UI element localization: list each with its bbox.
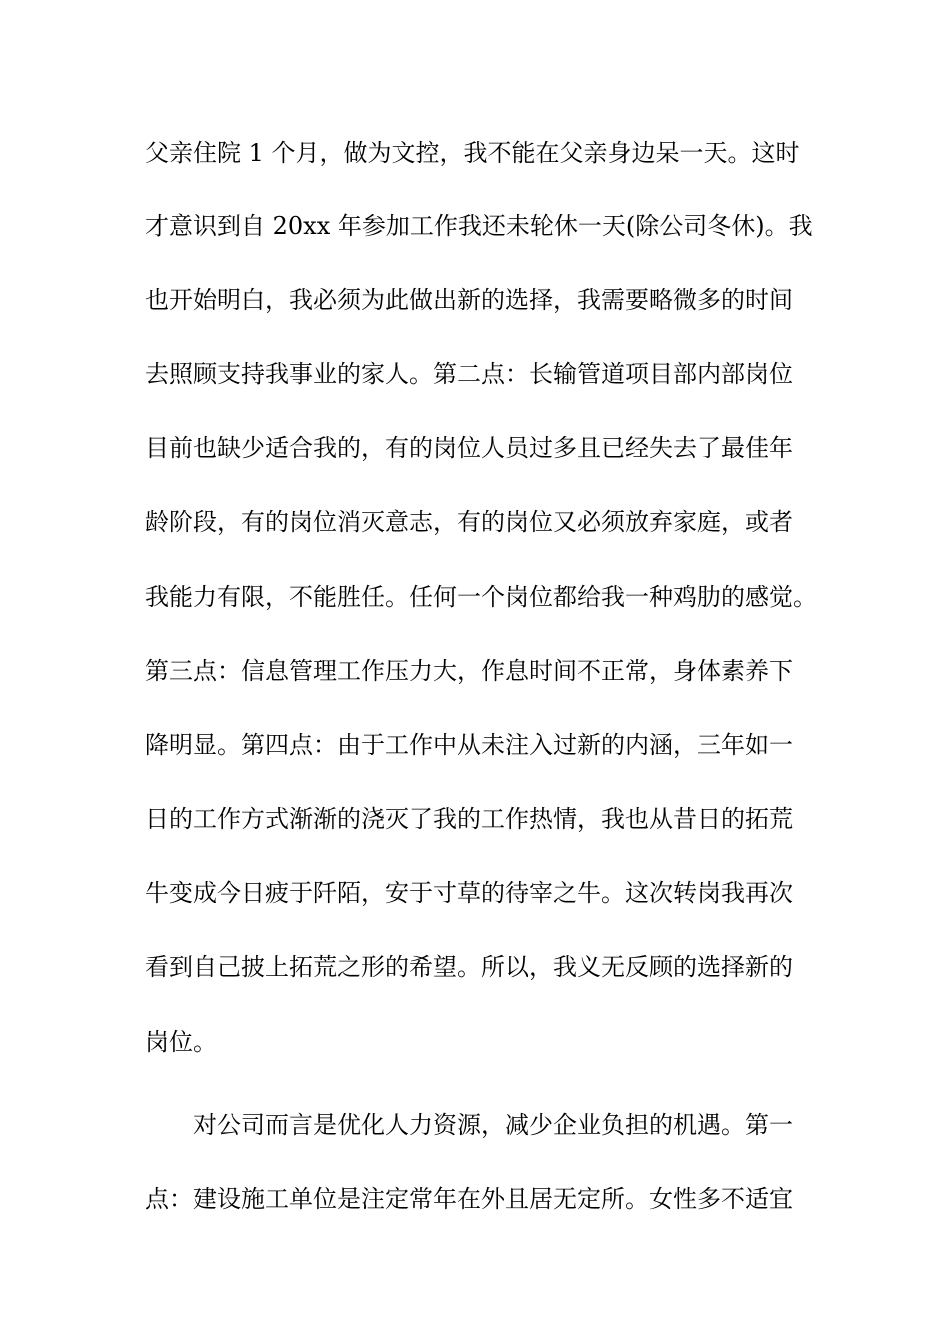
text-line-9: 降明显。第四点：由于工作中从未注入过新的内涵，三年如一 <box>145 731 793 759</box>
text-line-8: 第三点：信息管理工作压力大，作息时间不正常，身体素养下 <box>145 657 793 685</box>
text-line-2: 才意识到自 20xx 年参加工作我还未轮休一天(除公司冬休)。我 <box>145 212 813 240</box>
text-line-3: 也开始明白，我必须为此做出新的选择，我需要略微多的时间 <box>145 286 793 314</box>
text-line-12: 看到自己披上拓荒之形的希望。所以，我义无反顾的选择新的 <box>145 953 793 981</box>
text-line-4: 去照顾支持我事业的家人。第二点：长输管道项目部内部岗位 <box>145 360 793 388</box>
text-line-6: 龄阶段，有的岗位消灭意志，有的岗位又必须放弃家庭，或者 <box>145 508 793 536</box>
text-line-15: 点：建设施工单位是注定常年在外且居无定所。女性多不适宜 <box>145 1185 793 1213</box>
text-line-5: 目前也缺少适合我的，有的岗位人员过多且已经失去了最佳年 <box>145 434 793 462</box>
text-line-11: 牛变成今日疲于阡陌，安于寸草的待宰之牛。这次转岗我再次 <box>145 879 793 907</box>
text-line-1: 父亲住院 1 个月，做为文控，我不能在父亲身边呆一天。这时 <box>145 139 800 167</box>
paragraph-start-line: 对公司而言是优化人力资源，减少企业负担的机遇。第一 <box>193 1111 793 1139</box>
text-line-7: 我能力有限，不能胜任。任何一个岗位都给我一种鸡肋的感觉。 <box>145 583 817 611</box>
text-line-10: 日的工作方式渐渐的浇灭了我的工作热情，我也从昔日的拓荒 <box>145 805 793 833</box>
text-line-13: 岗位。 <box>145 1028 217 1056</box>
